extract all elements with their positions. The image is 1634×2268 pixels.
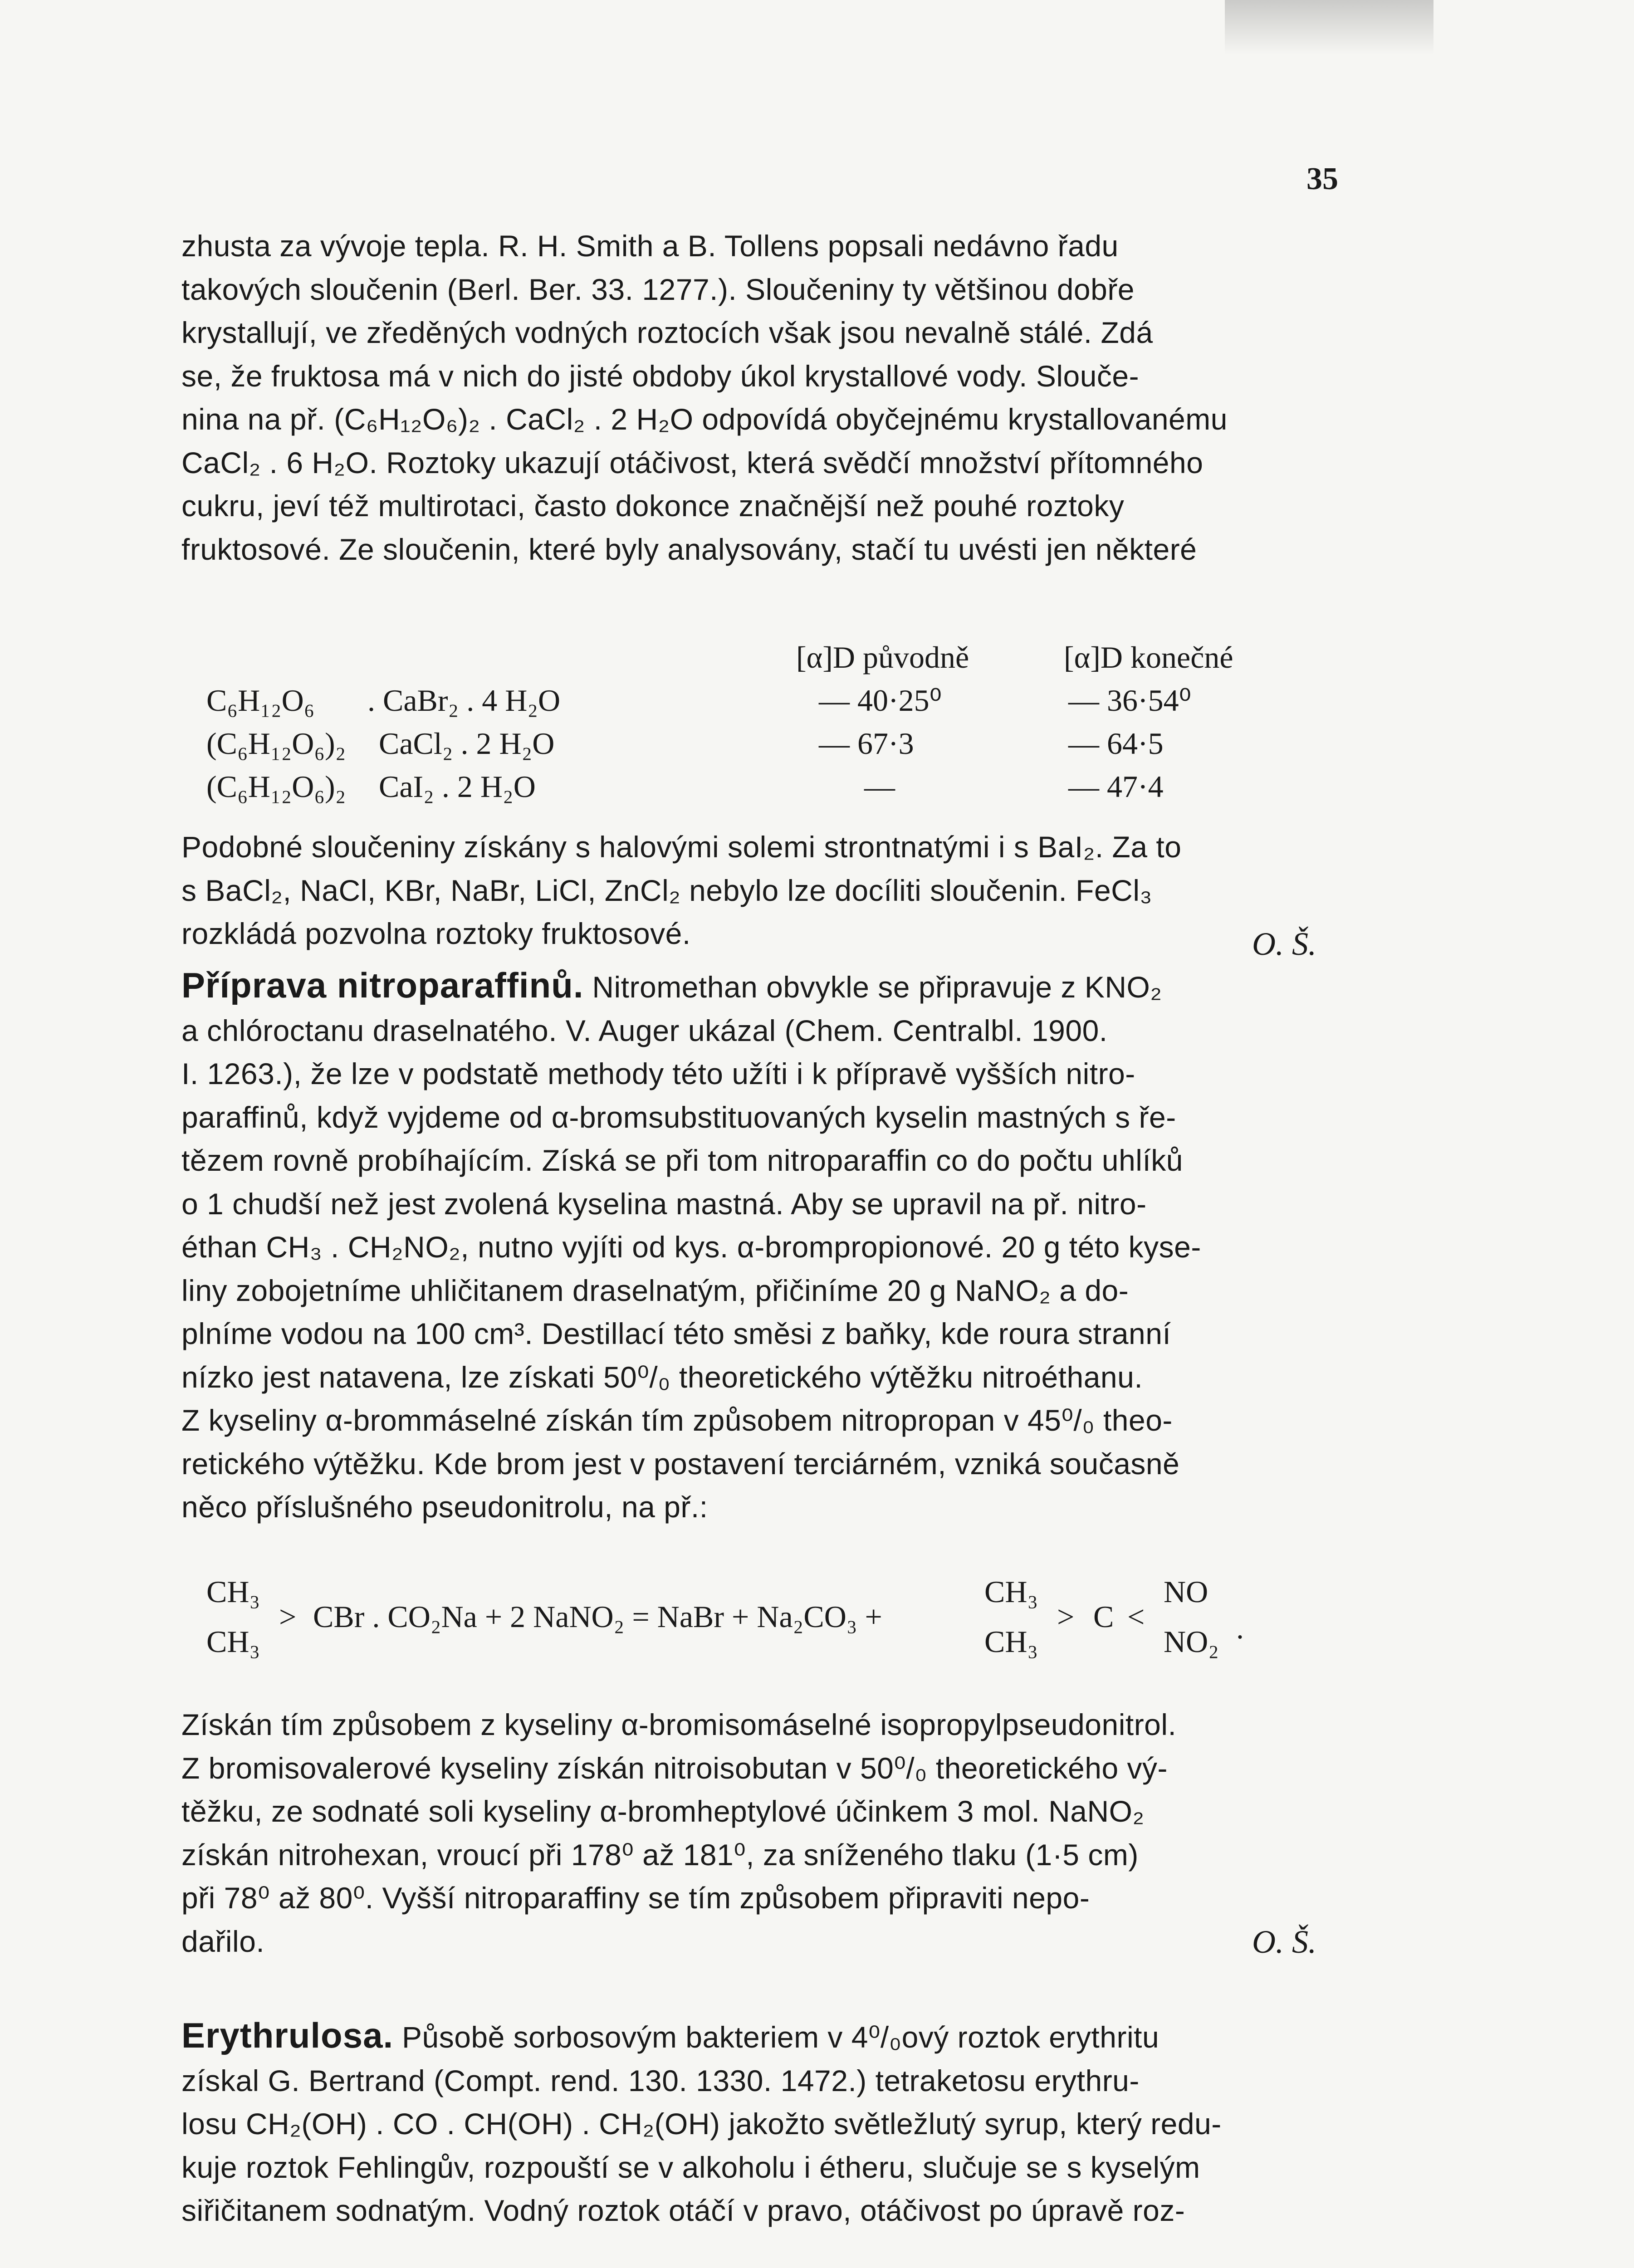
final-rotation-cell: — 47·4 xyxy=(1068,769,1164,804)
page-number: 35 xyxy=(1306,161,1338,196)
formula-cell: (C₆H₁₂O₆)₂ xyxy=(206,726,346,761)
eq-period: . xyxy=(1236,1611,1244,1645)
text-line: plníme vodou na 100 cm³. Destillací této směsi z baňky, kde roura stranní xyxy=(181,1317,1171,1350)
eq-greater-than-2: > xyxy=(1057,1599,1075,1634)
eq-ch3-top: CH₃ xyxy=(206,1574,260,1609)
author-signature: O. Š. xyxy=(1252,926,1316,962)
text-line: Podobné sloučeniny získány s halovými solemi strontnatými i s BaI₂. Za to xyxy=(181,830,1182,864)
eq-greater-than: > xyxy=(279,1599,297,1634)
text-line: paraffinů, když vyjdeme od α-bromsubstituovaných kyselin mastných s ře- xyxy=(181,1100,1176,1134)
eq-ch3-bottom-2: CH₃ xyxy=(984,1624,1038,1659)
original-rotation-cell: — 40·25⁰ xyxy=(819,683,942,718)
formula-cell: C₆H₁₂O₆ xyxy=(206,683,315,718)
text-line: o 1 chudší než jest zvolená kyselina mastná. Aby se upravil na př. nitro- xyxy=(181,1187,1147,1221)
text-line: I. 1263.), že lze v podstatě methody této užíti i k přípravě vyšších nitro- xyxy=(181,1057,1135,1090)
paragraph-nitro-results xyxy=(181,1703,1352,1963)
section-heading-nitroparaffins: Příprava nitroparaffinů. xyxy=(181,965,584,1005)
table-row xyxy=(206,726,1363,767)
eq-ch3-top-2: CH₃ xyxy=(984,1574,1038,1609)
text-line: tězem rovně probíhajícím. Získá se při tom nitroparaffin co do počtu uhlíků xyxy=(181,1144,1183,1177)
text-line: retického výtěžku. Kde brom jest v postavení terciárném, vzniká současně xyxy=(181,1447,1180,1481)
final-rotation-cell: — 64·5 xyxy=(1068,726,1164,761)
eq-ch3-bottom: CH₃ xyxy=(206,1624,260,1659)
paragraph-nitroparaffins xyxy=(181,964,1352,1529)
text-line: získán nitrohexan, vroucí při 178⁰ až 181⁰, za sníženého tlaku (1·5 cm) xyxy=(181,1838,1139,1872)
table-row xyxy=(206,769,1363,810)
text-line: Získán tím způsobem z kyseliny α-bromisomáselné isopropylpseudonitrol. xyxy=(181,1708,1177,1741)
section-heading-erythrulose: Erythrulosa. xyxy=(181,2015,394,2055)
text-line: takových sloučenin (Berl. Ber. 33. 1277.). Sloučeniny ty většinou dobře xyxy=(181,272,1135,306)
eq-no2: NO₂ xyxy=(1164,1624,1219,1659)
paragraph-halide-salts xyxy=(181,826,1352,956)
eq-no: NO xyxy=(1164,1574,1208,1609)
text-line: nízko jest natavena, lze získati 50⁰/₀ theoretického výtěžku nitroéthanu. xyxy=(181,1360,1143,1394)
original-rotation-cell: — 67·3 xyxy=(819,726,914,761)
text-line: CaCl₂ . 6 H₂O. Roztoky ukazují otáčivost, která svědčí množství přítomného xyxy=(181,445,1203,479)
text-line: při 78⁰ až 80⁰. Vyšší nitroparaffiny se tím způsobem připraviti nepo- xyxy=(181,1881,1090,1915)
header-original-rotation: [α]D původně xyxy=(796,640,969,675)
text-line: losu CH₂(OH) . CO . CH(OH) . CH₂(OH) jakožto světležlutý syrup, který redu- xyxy=(181,2107,1222,2141)
final-rotation-cell: — 36·54⁰ xyxy=(1068,683,1191,718)
text-line: siřičitanem sodnatým. Vodný roztok otáčí v pravo, otáčivost po úpravě roz- xyxy=(181,2194,1185,2227)
salt-cell: CaI₂ . 2 H₂O xyxy=(379,769,536,804)
table-row xyxy=(206,683,1363,723)
text-line: éthan CH₃ . CH₂NO₂, nutno vyjíti od kys. α-brompropionové. 20 g této kyse- xyxy=(181,1230,1201,1264)
scan-smudge xyxy=(1225,0,1433,54)
eq-middle: CBr . CO₂Na + 2 NaNO₂ = NaBr + Na₂CO₃ + xyxy=(313,1599,882,1634)
text-line: cukru, jeví též multirotaci, často dokonce značnější než pouhé roztoky xyxy=(181,489,1125,523)
text-line: rozkládá pozvolna roztoky fruktosové. xyxy=(181,917,691,950)
section-first-line xyxy=(181,2014,1352,2059)
text-line: liny zobojetníme uhličitanem draselnatým, přičiníme 20 g NaNO₂ a do- xyxy=(181,1273,1129,1307)
table-header xyxy=(796,640,1363,676)
eq-carbon: C xyxy=(1093,1599,1114,1634)
author-signature: O. Š. xyxy=(1252,1924,1316,1960)
heading-continuation: Nitromethan obvykle se připravuje z KNO₂ xyxy=(592,970,1162,1004)
text-line: krystallují, ve zředěných vodných roztocích však jsou nevalně stálé. Zdá xyxy=(181,316,1153,349)
salt-cell: CaCl₂ . 2 H₂O xyxy=(379,726,555,761)
text-line: dařilo. xyxy=(181,1924,265,1958)
text-line: nina na př. (C₆H₁₂O₆)₂ . CaCl₂ . 2 H₂O odpovídá obyčejnému krystallovanému xyxy=(181,402,1228,436)
text-line: s BaCl₂, NaCl, KBr, NaBr, LiCl, ZnCl₂ nebylo lze docíliti sloučenin. FeCl₃ xyxy=(181,873,1152,907)
text-line: se, že fruktosa má v nich do jisté obdoby úkol krystallové vody. Slouče- xyxy=(181,359,1140,393)
text-line: a chlóroctanu draselnatého. V. Auger ukázal (Chem. Centralbl. 1900. xyxy=(181,1013,1108,1047)
text-line: získal G. Bertrand (Compt. rend. 130. 1330. 1472.) tetraketosu erythru- xyxy=(181,2063,1140,2097)
eq-less-than: < xyxy=(1127,1599,1145,1634)
paragraph-fructose-compounds xyxy=(181,225,1352,571)
reaction-equation xyxy=(206,1574,1363,1678)
text-line: Z bromisovalerové kyseliny získán nitroisobutan v 50⁰/₀ theoretického vý- xyxy=(181,1751,1168,1785)
salt-cell: . CaBr₂ . 4 H₂O xyxy=(367,683,561,718)
text-line: fruktosové. Ze sloučenin, které byly analysovány, stačí tu uvésti jen některé xyxy=(181,532,1197,566)
header-final-rotation: [α]D konečné xyxy=(1064,640,1233,675)
heading-continuation: Působě sorbosovým bakteriem v 4⁰/₀ový roztok erythritu xyxy=(401,2020,1159,2054)
text-line: zhusta za vývoje tepla. R. H. Smith a B. Tollens popsali nedávno řadu xyxy=(181,229,1119,263)
text-line: těžku, ze sodnaté soli kyseliny α-bromheptylové účinkem 3 mol. NaNO₂ xyxy=(181,1794,1145,1828)
section-first-line xyxy=(181,964,1352,1009)
formula-cell: (C₆H₁₂O₆)₂ xyxy=(206,769,346,804)
original-rotation-cell: — xyxy=(864,769,895,804)
text-line: něco příslušného pseudonitrolu, na př.: xyxy=(181,1490,708,1524)
paragraph-erythrulose xyxy=(181,2014,1352,2233)
text-line: kuje roztok Fehlingův, rozpouští se v alkoholu i étheru, slučuje se s kyselým xyxy=(181,2150,1200,2184)
text-line: Z kyseliny α-brommáselné získán tím způsobem nitropropan v 45⁰/₀ theo- xyxy=(181,1403,1173,1437)
